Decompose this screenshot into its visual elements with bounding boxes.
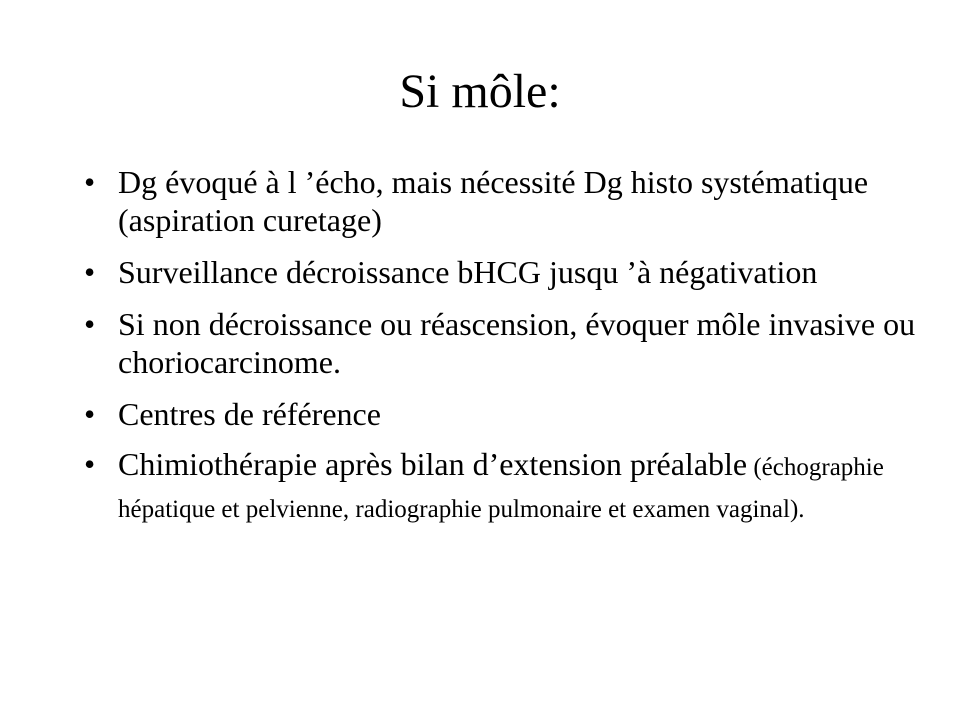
bullet-icon: • [84, 446, 96, 482]
slide-title: Si môle: [399, 65, 561, 118]
bullet-item-3 [84, 305, 944, 381]
bullet-icon: • [84, 306, 96, 342]
bullet-list [84, 163, 944, 543]
bullet-text: Dg évoqué à l ’écho, mais nécessité Dg histo systématique (aspiration curetage) [118, 164, 869, 238]
bullet-icon: • [84, 396, 96, 432]
bullet-icon: • [84, 164, 96, 200]
bullet-text-main: Chimiothérapie après bilan d’extension préalable [118, 446, 748, 482]
bullet-item-2 [84, 253, 944, 291]
bullet-text: Centres de référence [118, 396, 381, 432]
bullet-text: Si non décroissance ou réascension, évoquer môle invasive ou choriocarcinome. [118, 306, 916, 380]
bullet-item-4 [84, 395, 944, 433]
bullet-item-1 [84, 163, 944, 239]
bullet-item-5 [84, 445, 944, 529]
bullet-icon: • [84, 254, 96, 290]
bullet-text: Surveillance décroissance bHCG jusqu ’à négativation [118, 254, 818, 290]
bullet-text-detail: (échographie hépatique et pelvienne, radiographie pulmonaire et examen vaginal). [118, 454, 884, 523]
